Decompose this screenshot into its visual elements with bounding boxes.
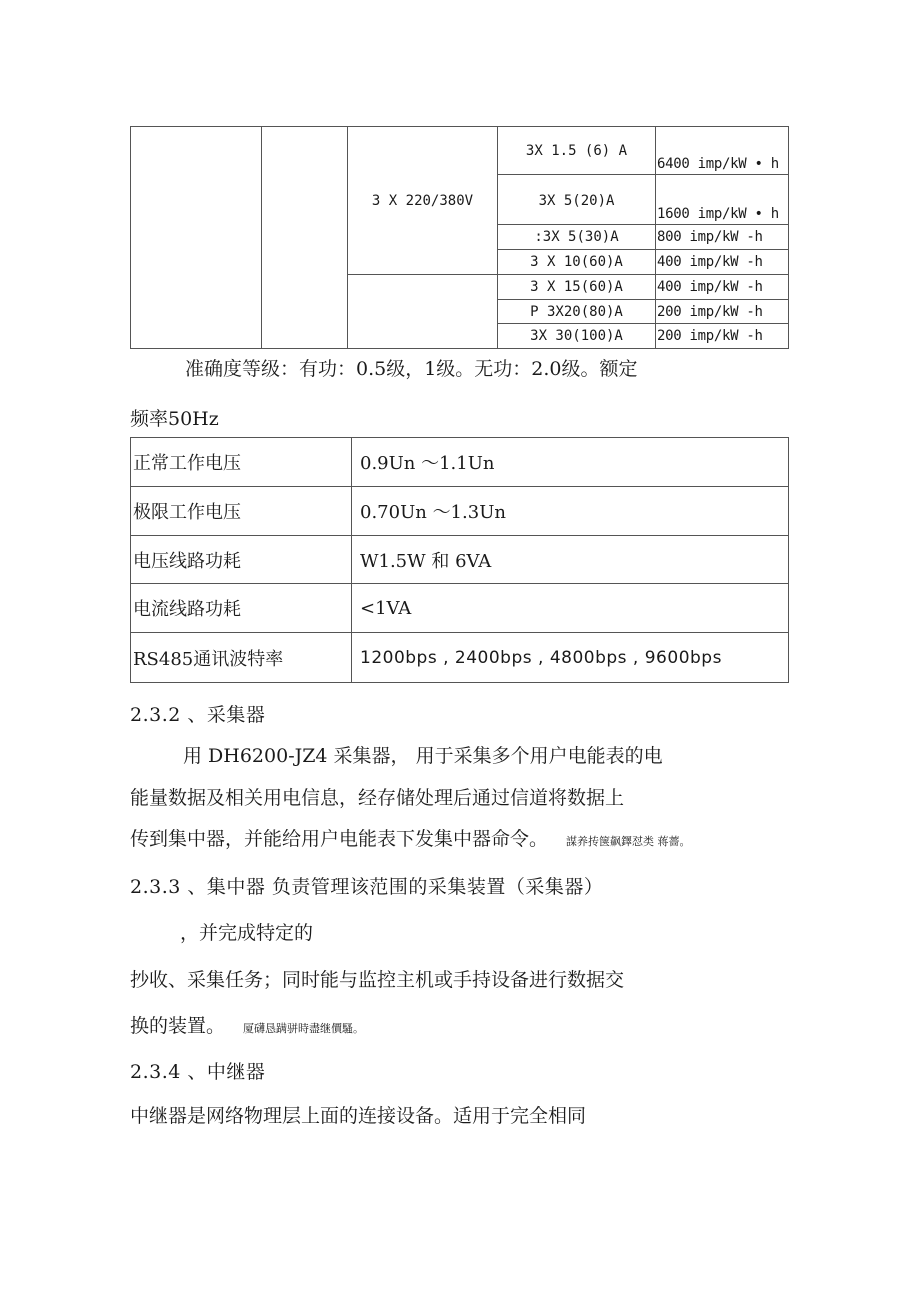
paragraph-line xyxy=(130,1011,364,1038)
frequency-line: 频率50Hz xyxy=(130,408,219,430)
garbled-note: 厦礴恳蹒骈時盡继價騷。 xyxy=(243,1022,365,1035)
param-label: 电流线路功耗 xyxy=(131,584,352,633)
param-value: W1.5W 和 6VA xyxy=(352,536,789,584)
paragraph-text: 传到集中器，并能给用户电能表下发集中器命令。 xyxy=(130,828,549,850)
param-value: <1VA xyxy=(352,584,789,633)
paragraph-line xyxy=(130,824,691,851)
current-cell: 3 X 10(60)A xyxy=(498,250,656,275)
current-cell: :3X 5(30)A xyxy=(498,225,656,250)
param-value: 0.9Un ～1.1Un xyxy=(352,438,789,487)
constant-cell: 400 imp/kW -h xyxy=(656,250,789,275)
section-heading-2-3-4: 2.3.4 、中继器 xyxy=(130,1061,266,1083)
section-heading-2-3-2: 2.3.2 、采集器 xyxy=(130,704,266,726)
constant-cell: 6400 imp/kW • h xyxy=(656,127,789,175)
current-cell: P 3X20(80)A xyxy=(498,300,656,324)
current-cell: 3X 5(20)A xyxy=(498,175,656,225)
param-value: 1200bps , 2400bps , 4800bps , 9600bps xyxy=(352,633,789,683)
current-cell: 3 X 15(60)A xyxy=(498,275,656,300)
constant-cell: 200 imp/kW -h xyxy=(656,324,789,349)
param-label: 极限工作电压 xyxy=(131,487,352,536)
garbled-note: 謀养抟箧飙鐸怼类 蒋薔。 xyxy=(566,835,691,848)
constant-cell: 1600 imp/kW • h xyxy=(656,175,789,225)
current-cell: 3X 1.5 (6) A xyxy=(498,127,656,175)
voltage-cell: 3 X 220/380V xyxy=(348,127,498,275)
blank-cell-col1 xyxy=(131,127,262,349)
param-value: 0.70Un ～1.3Un xyxy=(352,487,789,536)
paragraph-line: 抄收、采集任务；同时能与监控主机或手持设备进行数据交 xyxy=(130,969,625,991)
param-label: 电压线路功耗 xyxy=(131,536,352,584)
constant-cell: 800 imp/kW -h xyxy=(656,225,789,250)
constant-cell: 200 imp/kW -h xyxy=(656,300,789,324)
paragraph-line: 用 DH6200-JZ4 采集器， 用于采集多个用户电能表的电 xyxy=(183,745,663,767)
meter-spec-table xyxy=(130,126,789,349)
accuracy-line: 准确度等级：有功：0.5级，1级。无功：2.0级。额定 xyxy=(185,358,638,380)
section-heading-2-3-3: 2.3.3 、集中器 负责管理该范围的采集装置（采集器） xyxy=(130,876,604,898)
param-label: RS485通讯波特率 xyxy=(131,633,352,683)
constant-cell: 400 imp/kW -h xyxy=(656,275,789,300)
paragraph-text: 换的装置。 xyxy=(130,1015,226,1037)
paragraph-line: 能量数据及相关用电信息，经存储处理后通过信道将数据上 xyxy=(130,787,625,809)
param-label: 正常工作电压 xyxy=(131,438,352,487)
paragraph-line: ，并完成特定的 xyxy=(180,922,314,944)
current-cell: 3X 30(100)A xyxy=(498,324,656,349)
paragraph-line: 中继器是网络物理层上面的连接设备。适用于完全相同 xyxy=(130,1105,587,1127)
parameter-table xyxy=(130,437,789,683)
blank-voltage-cell xyxy=(348,275,498,349)
blank-cell-col2 xyxy=(262,127,348,349)
